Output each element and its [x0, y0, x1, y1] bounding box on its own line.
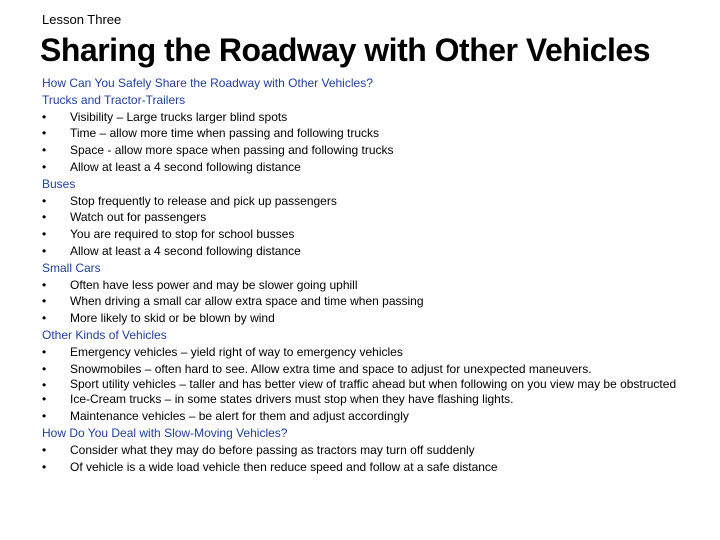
- list-item-text: Watch out for passengers: [70, 210, 207, 225]
- section-heading: How Can You Safely Share the Roadway with Other Vehicles?: [42, 76, 373, 90]
- bullet-icon: •: [42, 227, 47, 242]
- bullet-icon: •: [42, 243, 47, 258]
- list-item: [42, 361, 697, 378]
- list-item: [42, 159, 697, 176]
- section-slow-moving: [42, 425, 697, 475]
- bullet-icon: •: [42, 409, 47, 424]
- list-item-text: Ice-Cream trucks – in some states drivers must stop when they have flashing lights.: [70, 392, 514, 407]
- list-item: [42, 442, 697, 459]
- list-item-text: Allow at least a 4 second following distance: [70, 243, 301, 258]
- list-item: [42, 277, 697, 294]
- list-item: [42, 142, 697, 159]
- bullet-icon: •: [42, 459, 47, 474]
- section-heading: Other Kinds of Vehicles: [42, 327, 167, 342]
- list-item: [42, 293, 697, 310]
- list-item: [42, 226, 697, 243]
- bullet-icon: •: [42, 311, 47, 326]
- list-item: [42, 310, 697, 327]
- list-item: [42, 243, 697, 260]
- bullet-icon: •: [42, 143, 47, 158]
- list-item: [42, 109, 697, 126]
- section-heading: Small Cars: [42, 260, 101, 275]
- list-item-text: Of vehicle is a wide load vehicle then reduce speed and follow at a safe distance: [70, 459, 498, 474]
- list-item-text: Stop frequently to release and pick up passengers: [70, 193, 337, 208]
- list-item-text: Consider what they may do before passing as tractors may turn off suddenly: [70, 442, 475, 457]
- bullet-icon: •: [42, 344, 47, 359]
- bullet-icon: •: [42, 392, 47, 407]
- bullet-icon: •: [42, 378, 47, 393]
- section-trucks: [42, 92, 697, 176]
- bullet-icon: •: [42, 210, 47, 225]
- bullet-icon: •: [42, 442, 47, 457]
- section-heading: Trucks and Tractor-Trailers: [42, 92, 186, 107]
- content-body: [42, 75, 697, 475]
- list-item: [42, 344, 697, 361]
- slide-title: Sharing the Roadway with Other Vehicles: [40, 32, 650, 68]
- section-heading: Buses: [42, 176, 76, 191]
- list-item-text: Emergency vehicles – yield right of way to emergency vehicles: [70, 344, 403, 359]
- list-item-text: Often have less power and may be slower going uphill: [70, 277, 358, 292]
- list-item: [42, 391, 697, 408]
- section-heading: How Do You Deal with Slow-Moving Vehicles?: [42, 425, 288, 440]
- section-small-cars: [42, 260, 697, 327]
- section-share-roadway: [42, 75, 697, 92]
- list-item-text: When driving a small car allow extra space and time when passing: [70, 294, 424, 309]
- list-item: [42, 408, 697, 425]
- list-item-text: Time – allow more time when passing and following trucks: [70, 126, 380, 141]
- list-item: [42, 377, 697, 391]
- list-item: [42, 193, 697, 210]
- list-item-text: More likely to skid or be blown by wind: [70, 311, 275, 326]
- list-item-text: Snowmobiles – often hard to see. Allow extra time and space to adjust for unexpected maneuvers.: [70, 361, 592, 376]
- bullet-icon: •: [42, 193, 47, 208]
- list-item-text: Maintenance vehicles – be alert for them and adjust accordingly: [70, 409, 409, 424]
- bullet-icon: •: [42, 361, 47, 376]
- bullet-icon: •: [42, 109, 47, 124]
- bullet-icon: •: [42, 159, 47, 174]
- list-item: [42, 125, 697, 142]
- section-buses: [42, 176, 697, 260]
- list-item-text: Visibility – Large trucks larger blind spots: [70, 109, 288, 124]
- list-item-text: Sport utility vehicles – taller and has better view of traffic ahead but when following on you view may be obstructed: [70, 377, 677, 392]
- list-item-text: You are required to stop for school busses: [70, 227, 295, 242]
- list-item-text: Allow at least a 4 second following distance: [70, 159, 301, 174]
- section-other-vehicles: [42, 327, 697, 425]
- bullet-icon: •: [42, 294, 47, 309]
- list-item: [42, 459, 697, 476]
- list-item-text: Space - allow more space when passing and following trucks: [70, 143, 394, 158]
- lesson-label: Lesson Three: [42, 12, 122, 27]
- bullet-icon: •: [42, 126, 47, 141]
- list-item: [42, 209, 697, 226]
- bullet-icon: •: [42, 277, 47, 292]
